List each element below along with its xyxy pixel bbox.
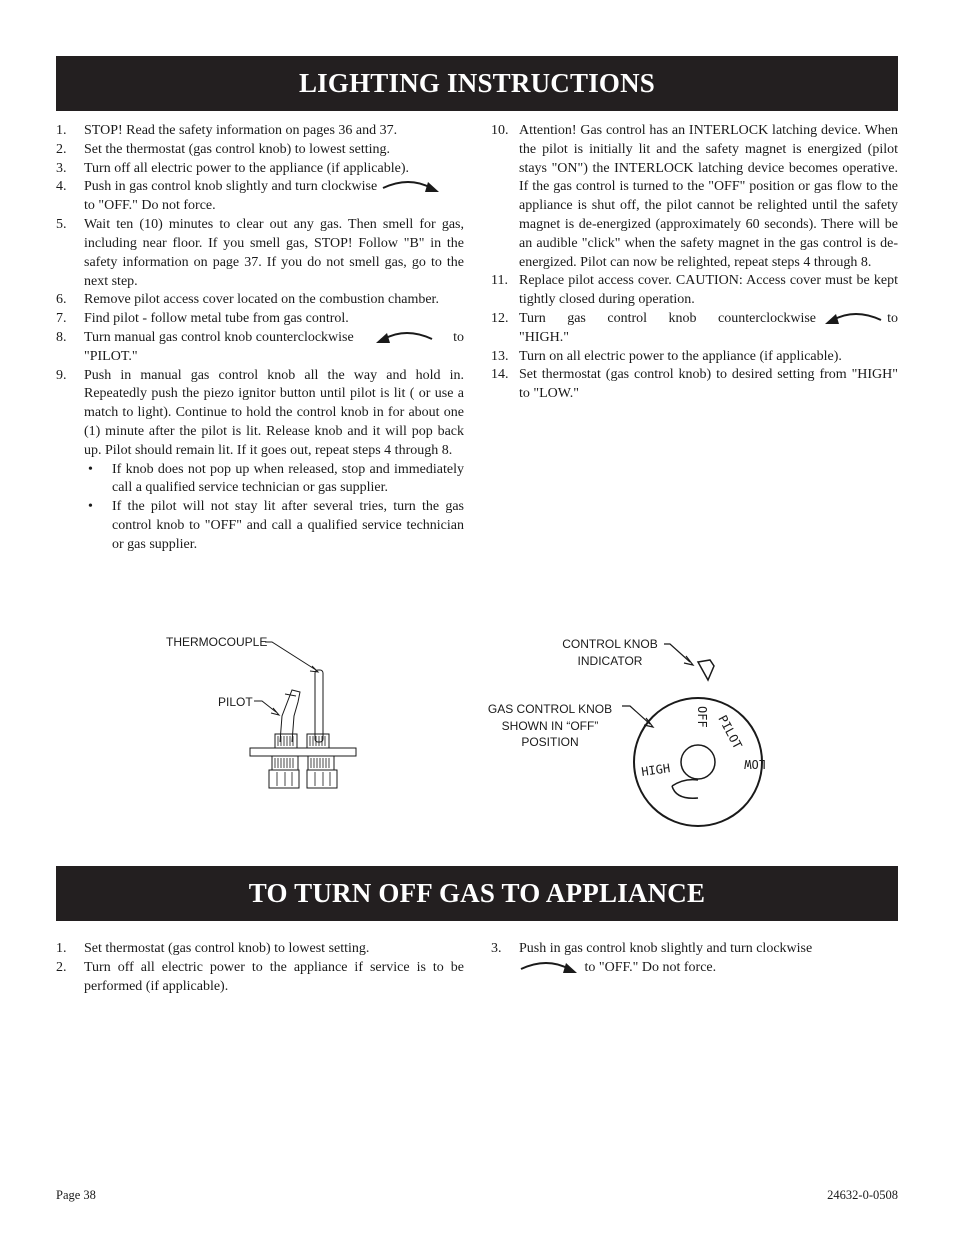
list-item: 2. Turn off all electric power to the appliance if service is to be performed (if applicable). — [56, 959, 464, 994]
clockwise-arrow-icon — [519, 959, 581, 977]
list-item: 10. Attention! Gas control has an INTERLOCK latching device. When the pilot is initially lit and the safety magnet is energized (pilot stays "ON") the INTERLOCK latching device becomes operative. If the gas control is turned to the "OFF" position or gas flow to the appliance is shut off, the pilot cannot be relighted until the safety magnet is de-energized (approximately 60 seconds). There will be an audible "click" when the safety magnet in the gas control is de-energized. Pilot can now be relighted, repeat steps 4 through 8. — [491, 123, 898, 270]
list-item: 9. Push in manual gas control knob all the way and hold in. Repeatedly push the piezo ignitor button until pilot is lit ( or use a match to light). Continue to hold the control knob in for about one (1) minute after the pilot is lit. Release knob and it will pop back up. Pilot should remain lit. If it goes out, repeat steps 4 through 8. — [56, 367, 464, 458]
dial-off-label: OFF — [695, 706, 709, 728]
list-item: 12. Turn gas control knob counterclockwise to "HIGH." — [491, 310, 898, 345]
lighting-steps-left — [56, 122, 464, 555]
list-item: 7. Find pilot - follow metal tube from gas control. — [56, 311, 349, 327]
pilot-assembly-diagram — [240, 630, 370, 795]
list-item: 6. Remove pilot access cover located on the combustion chamber. — [56, 292, 439, 308]
clockwise-arrow-icon — [381, 178, 443, 196]
list-item: 4. Push in gas control knob slightly and turn clockwise to "OFF." Do not force. — [56, 178, 464, 216]
dial-high-label: HIGH — [640, 761, 672, 779]
turn-off-steps-left — [56, 940, 464, 996]
counterclockwise-arrow-icon — [372, 329, 434, 347]
lighting-steps-right — [491, 122, 898, 404]
list-item: 11. Replace pilot access cover. CAUTION: Access cover must be kept tightly closed during operation. — [491, 273, 898, 308]
list-item: 1. Set thermostat (gas control knob) to lowest setting. — [56, 941, 370, 956]
gas-control-knob-diagram — [612, 636, 782, 836]
list-item: 8. Turn manual gas control knob counterclockwise to "PILOT." — [56, 329, 464, 364]
list-item: 13. Turn on all electric power to the appliance (if applicable). — [491, 348, 842, 364]
bullet-item: • If the pilot will not stay lit after several tries, turn the gas control knob to "OFF" and call a qualified service technician or gas supplier. — [88, 499, 464, 552]
bullet-item: • If knob does not pop up when released, stop and immediately call a qualified service technician or gas supplier. — [88, 461, 464, 496]
turn-off-gas-header: TO TURN OFF GAS TO APPLIANCE — [56, 866, 898, 921]
list-item: 14. Set thermostat (gas control knob) to desired setting from "HIGH" to "LOW." — [491, 367, 898, 402]
gas-control-knob-label: GAS CONTROL KNOB SHOWN IN “OFF” POSITION — [487, 702, 613, 749]
turn-off-steps-right — [491, 940, 898, 978]
lighting-instructions-header: LIGHTING INSTRUCTIONS — [56, 56, 898, 111]
control-knob-indicator-label: CONTROL KNOB INDICATOR — [562, 637, 658, 668]
document-code: 24632-0-0508 — [827, 1188, 898, 1202]
list-item: 2. Set the thermostat (gas control knob) to lowest setting. — [56, 141, 391, 157]
list-item: 3. Push in gas control knob slightly and turn clockwise to "OFF." Do not force. — [491, 941, 813, 976]
dial-low-label: LOW — [744, 757, 766, 771]
page-number: Page 38 — [56, 1188, 96, 1202]
thermocouple-label: THERMOCOUPLE — [166, 635, 268, 649]
list-item: 1. STOP! Read the safety information on pages 36 and 37. — [56, 123, 398, 138]
list-item: 5. Wait ten (10) minutes to clear out any gas. Then smell for gas, including near floor. If you smell gas, STOP! Follow "B" in the safety information on page 37. If you do not smell gas, go to the next step. — [56, 217, 464, 289]
dial-pilot-label: PILOT — [715, 712, 745, 752]
counterclockwise-arrow-icon — [821, 310, 883, 328]
pilot-label: PILOT — [218, 695, 253, 709]
list-item: 3. Turn off all electric power to the appliance (if applicable). — [56, 160, 409, 176]
